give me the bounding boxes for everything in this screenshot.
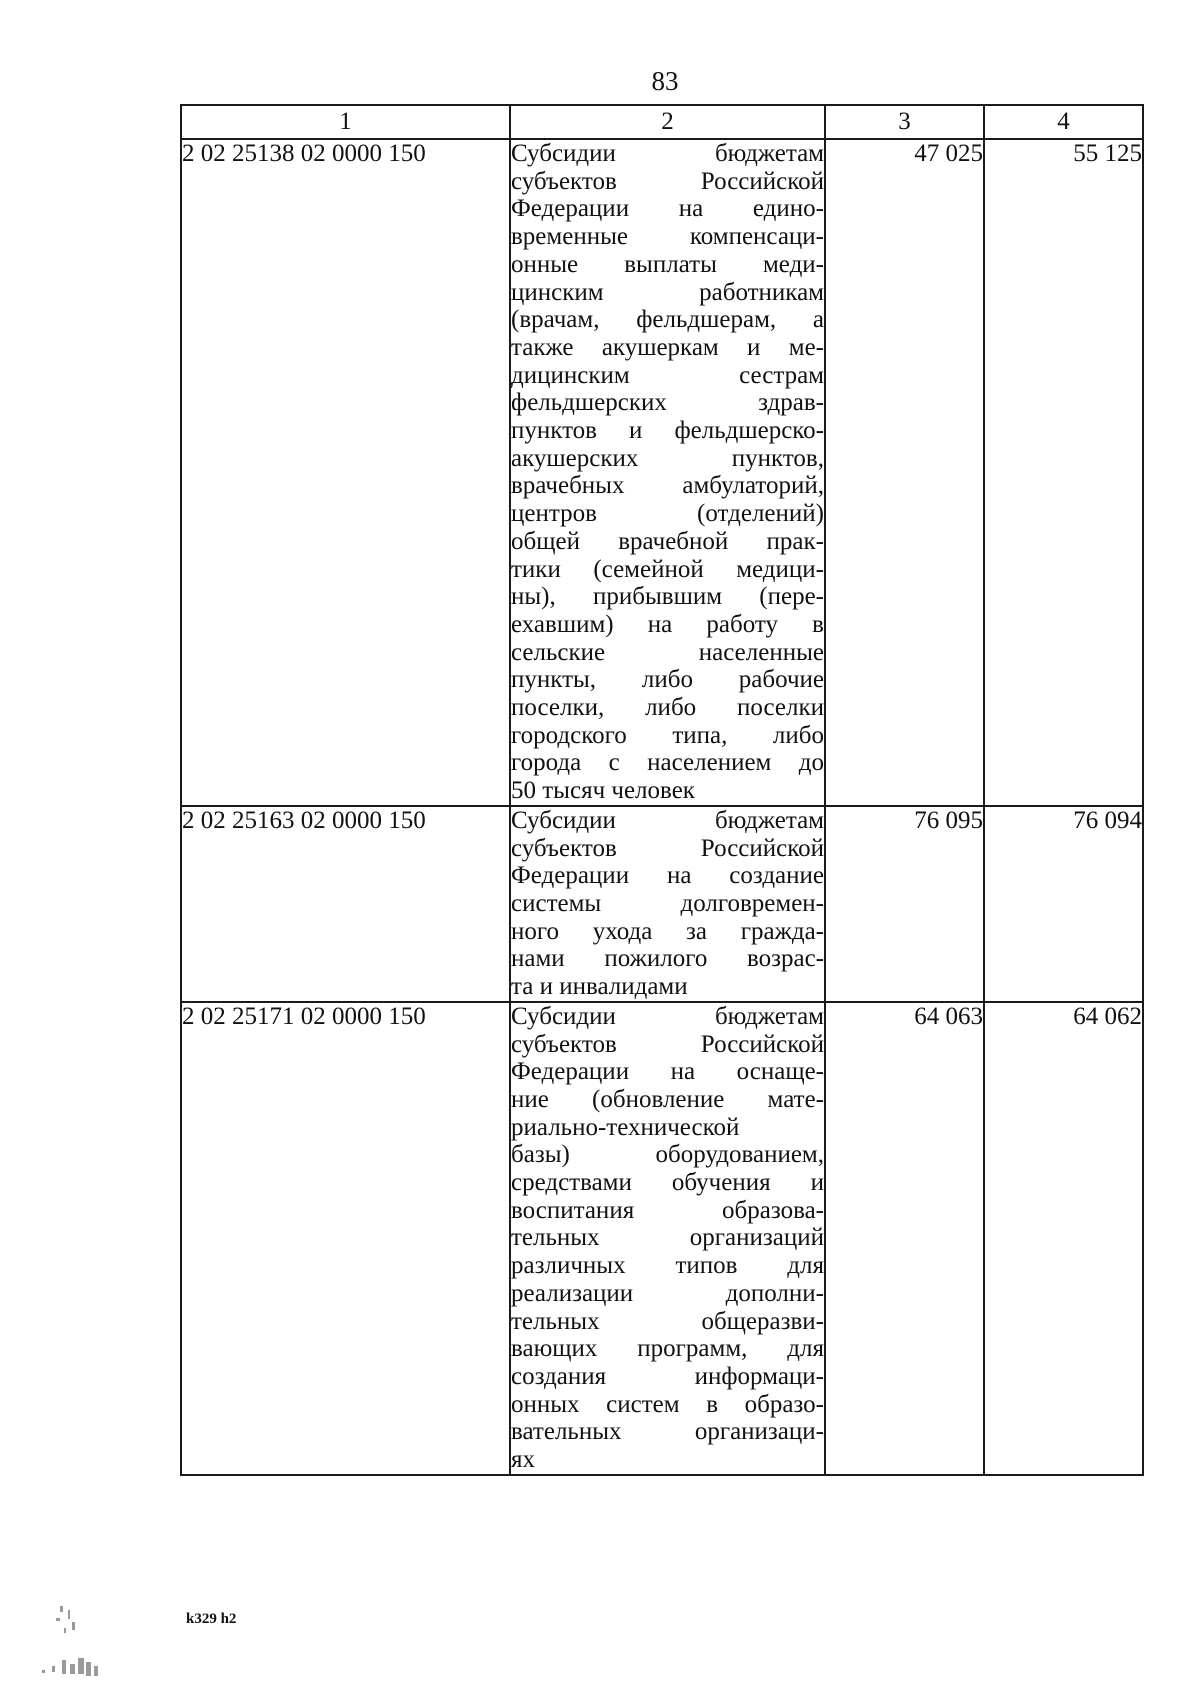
description-line: общей врачебной прак- — [511, 527, 824, 555]
description-line: городского типа, либо — [511, 721, 824, 749]
description-line: Субсидии бюджетам — [511, 1002, 824, 1030]
header-col-4: 4 — [984, 105, 1143, 139]
description-line: создания информаци- — [511, 1362, 824, 1390]
description-line: 50 тысяч человек — [511, 777, 695, 805]
description-line: Федерации на едино- — [511, 195, 824, 223]
scan-artifact-bottom — [38, 1656, 118, 1684]
description-line: субъектов Российской — [511, 834, 824, 862]
row-col4-value: 55 125 — [984, 139, 1143, 806]
row-code: 2 02 25163 02 0000 150 — [181, 806, 510, 1002]
table-row — [181, 806, 1143, 1002]
description-line: города с населением до — [511, 749, 824, 777]
description-line: базы) оборудованием, — [511, 1141, 824, 1169]
row-col3-value: 76 095 — [825, 806, 984, 1002]
row-code: 2 02 25138 02 0000 150 — [181, 139, 510, 806]
row-col3-value: 64 063 — [825, 1002, 984, 1475]
row-code: 2 02 25171 02 0000 150 — [181, 1002, 510, 1475]
row-description — [510, 1002, 825, 1475]
page-number: 83 — [651, 66, 679, 96]
row-description — [510, 806, 825, 1002]
description-line: та и инвалидами — [511, 973, 688, 1001]
header-row — [181, 105, 1143, 139]
description-line: ны), прибывшим (пере- — [511, 583, 824, 611]
description-line: Субсидии бюджетам — [511, 140, 824, 167]
description-line: ного ухода за гражда- — [511, 917, 824, 945]
description-line: тельных организаций — [511, 1224, 824, 1252]
description-line: Федерации на оснаще- — [511, 1058, 824, 1086]
budget-table — [180, 104, 1144, 1476]
description-line: пунктов и фельдшерско- — [511, 417, 824, 445]
description-line: поселки, либо поселки — [511, 694, 824, 722]
description-line: вающих программ, для — [511, 1335, 824, 1363]
description-line: временные компенсаци- — [511, 223, 824, 251]
row-col4-value: 64 062 — [984, 1002, 1143, 1475]
description-line: цинским работникам — [511, 278, 824, 306]
description-line: также акушеркам и ме- — [511, 333, 824, 361]
description-line: ехавшим) на работу в — [511, 610, 824, 638]
description-line: центров (отделений) — [511, 500, 824, 528]
description-line: Субсидии бюджетам — [511, 806, 824, 834]
description-line: онные выплаты меди- — [511, 250, 824, 278]
description-line: акушерских пунктов, — [511, 444, 824, 472]
description-line: Федерации на создание — [511, 862, 824, 890]
table-row — [181, 139, 1143, 806]
footer-code: k329 h2 — [186, 1611, 237, 1627]
description-line: онных систем в образо- — [511, 1390, 824, 1418]
description-line: средствами обучения и — [511, 1169, 824, 1197]
table-row — [181, 1002, 1143, 1475]
description-line: субъектов Российской — [511, 1030, 824, 1058]
description-line: (врачам, фельдшерам, а — [511, 306, 824, 334]
description-line: риально-технической — [511, 1113, 740, 1141]
description-line: различных типов для — [511, 1252, 824, 1280]
header-col-3: 3 — [825, 105, 984, 139]
description-line: ях — [511, 1446, 535, 1474]
description-line: сельские населенные — [511, 638, 824, 666]
description-line: ние (обновление мате- — [511, 1085, 824, 1113]
description-line: воспитания образова- — [511, 1196, 824, 1224]
header-col-2: 2 — [510, 105, 825, 139]
description-line: вательных организаци- — [511, 1418, 824, 1446]
description-line: тельных общеразви- — [511, 1307, 824, 1335]
description-line: субъектов Российской — [511, 167, 824, 195]
description-line: нами пожилого возрас- — [511, 945, 824, 973]
table-header — [181, 105, 1143, 139]
header-col-1: 1 — [181, 105, 510, 139]
description-line: фельдшерских здрав- — [511, 389, 824, 417]
description-line: реализации дополни- — [511, 1279, 824, 1307]
description-line: системы долговремен- — [511, 889, 824, 917]
description-line: тики (семейной медици- — [511, 555, 824, 583]
row-col3-value: 47 025 — [825, 139, 984, 806]
row-description — [510, 139, 825, 806]
scan-artifact-top — [38, 1604, 118, 1638]
row-col4-value: 76 094 — [984, 806, 1143, 1002]
description-line: дицинским сестрам — [511, 361, 824, 389]
table-body — [181, 139, 1143, 1475]
description-line: пункты, либо рабочие — [511, 666, 824, 694]
description-line: врачебных амбулаторий, — [511, 472, 824, 500]
